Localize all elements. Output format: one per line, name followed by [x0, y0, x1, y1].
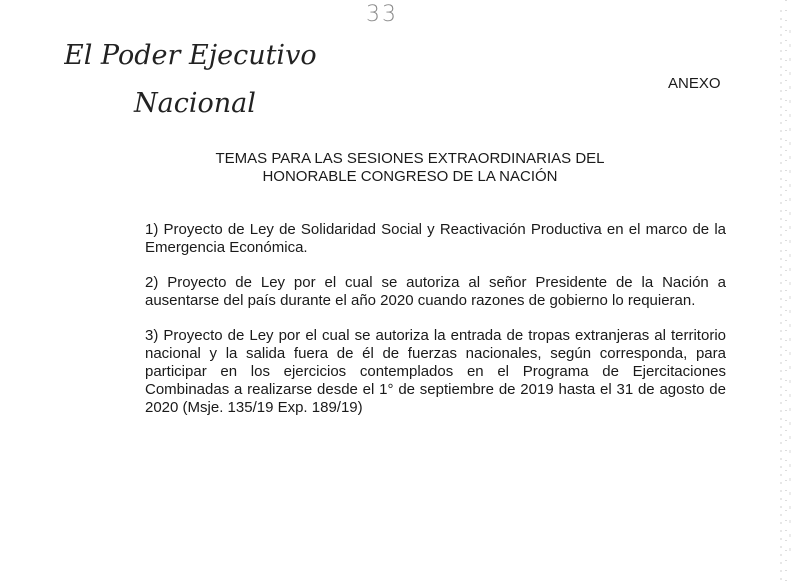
title-line-1: TEMAS PARA LAS SESIONES EXTRAORDINARIAS DEL: [215, 150, 605, 167]
letterhead-line2: Nacional: [134, 88, 256, 119]
page-number: 33: [366, 2, 398, 27]
letterhead-line1: El Poder Ejecutivo: [64, 40, 317, 71]
document-title: [180, 150, 640, 186]
topic-item-1: 1) Proyecto de Ley de Solidaridad Social y Reactivación Productiva en el marco de la Emergencia Económica.: [145, 221, 726, 256]
title-line-2: HONORABLE CONGRESO DE LA NACIÓN: [262, 168, 558, 185]
letterhead-logo: [64, 34, 344, 124]
topic-item-3: 3) Proyecto de Ley por el cual se autoriza la entrada de tropas extranjeras al territorio nacional y la salida fuera de él de fuerzas nacionales, según corresponda, para participar en los ejercicios contemplados en el Programa de Ejercitaciones Combinadas a realizarse desde el 1° de septiembre de 2019 hasta el 31 de agosto de 2020 (Msje. 135/19 Exp. 189/19): [145, 327, 726, 416]
topics-list: [145, 221, 726, 434]
annex-label: ANEXO: [668, 75, 721, 92]
topic-item-2: 2) Proyecto de Ley por el cual se autoriza al señor Presidente de la Nación a ausentarse del país durante el año 2020 cuando razones de gobierno lo requieran.: [145, 274, 726, 309]
scan-edge-marks: [777, 0, 793, 587]
